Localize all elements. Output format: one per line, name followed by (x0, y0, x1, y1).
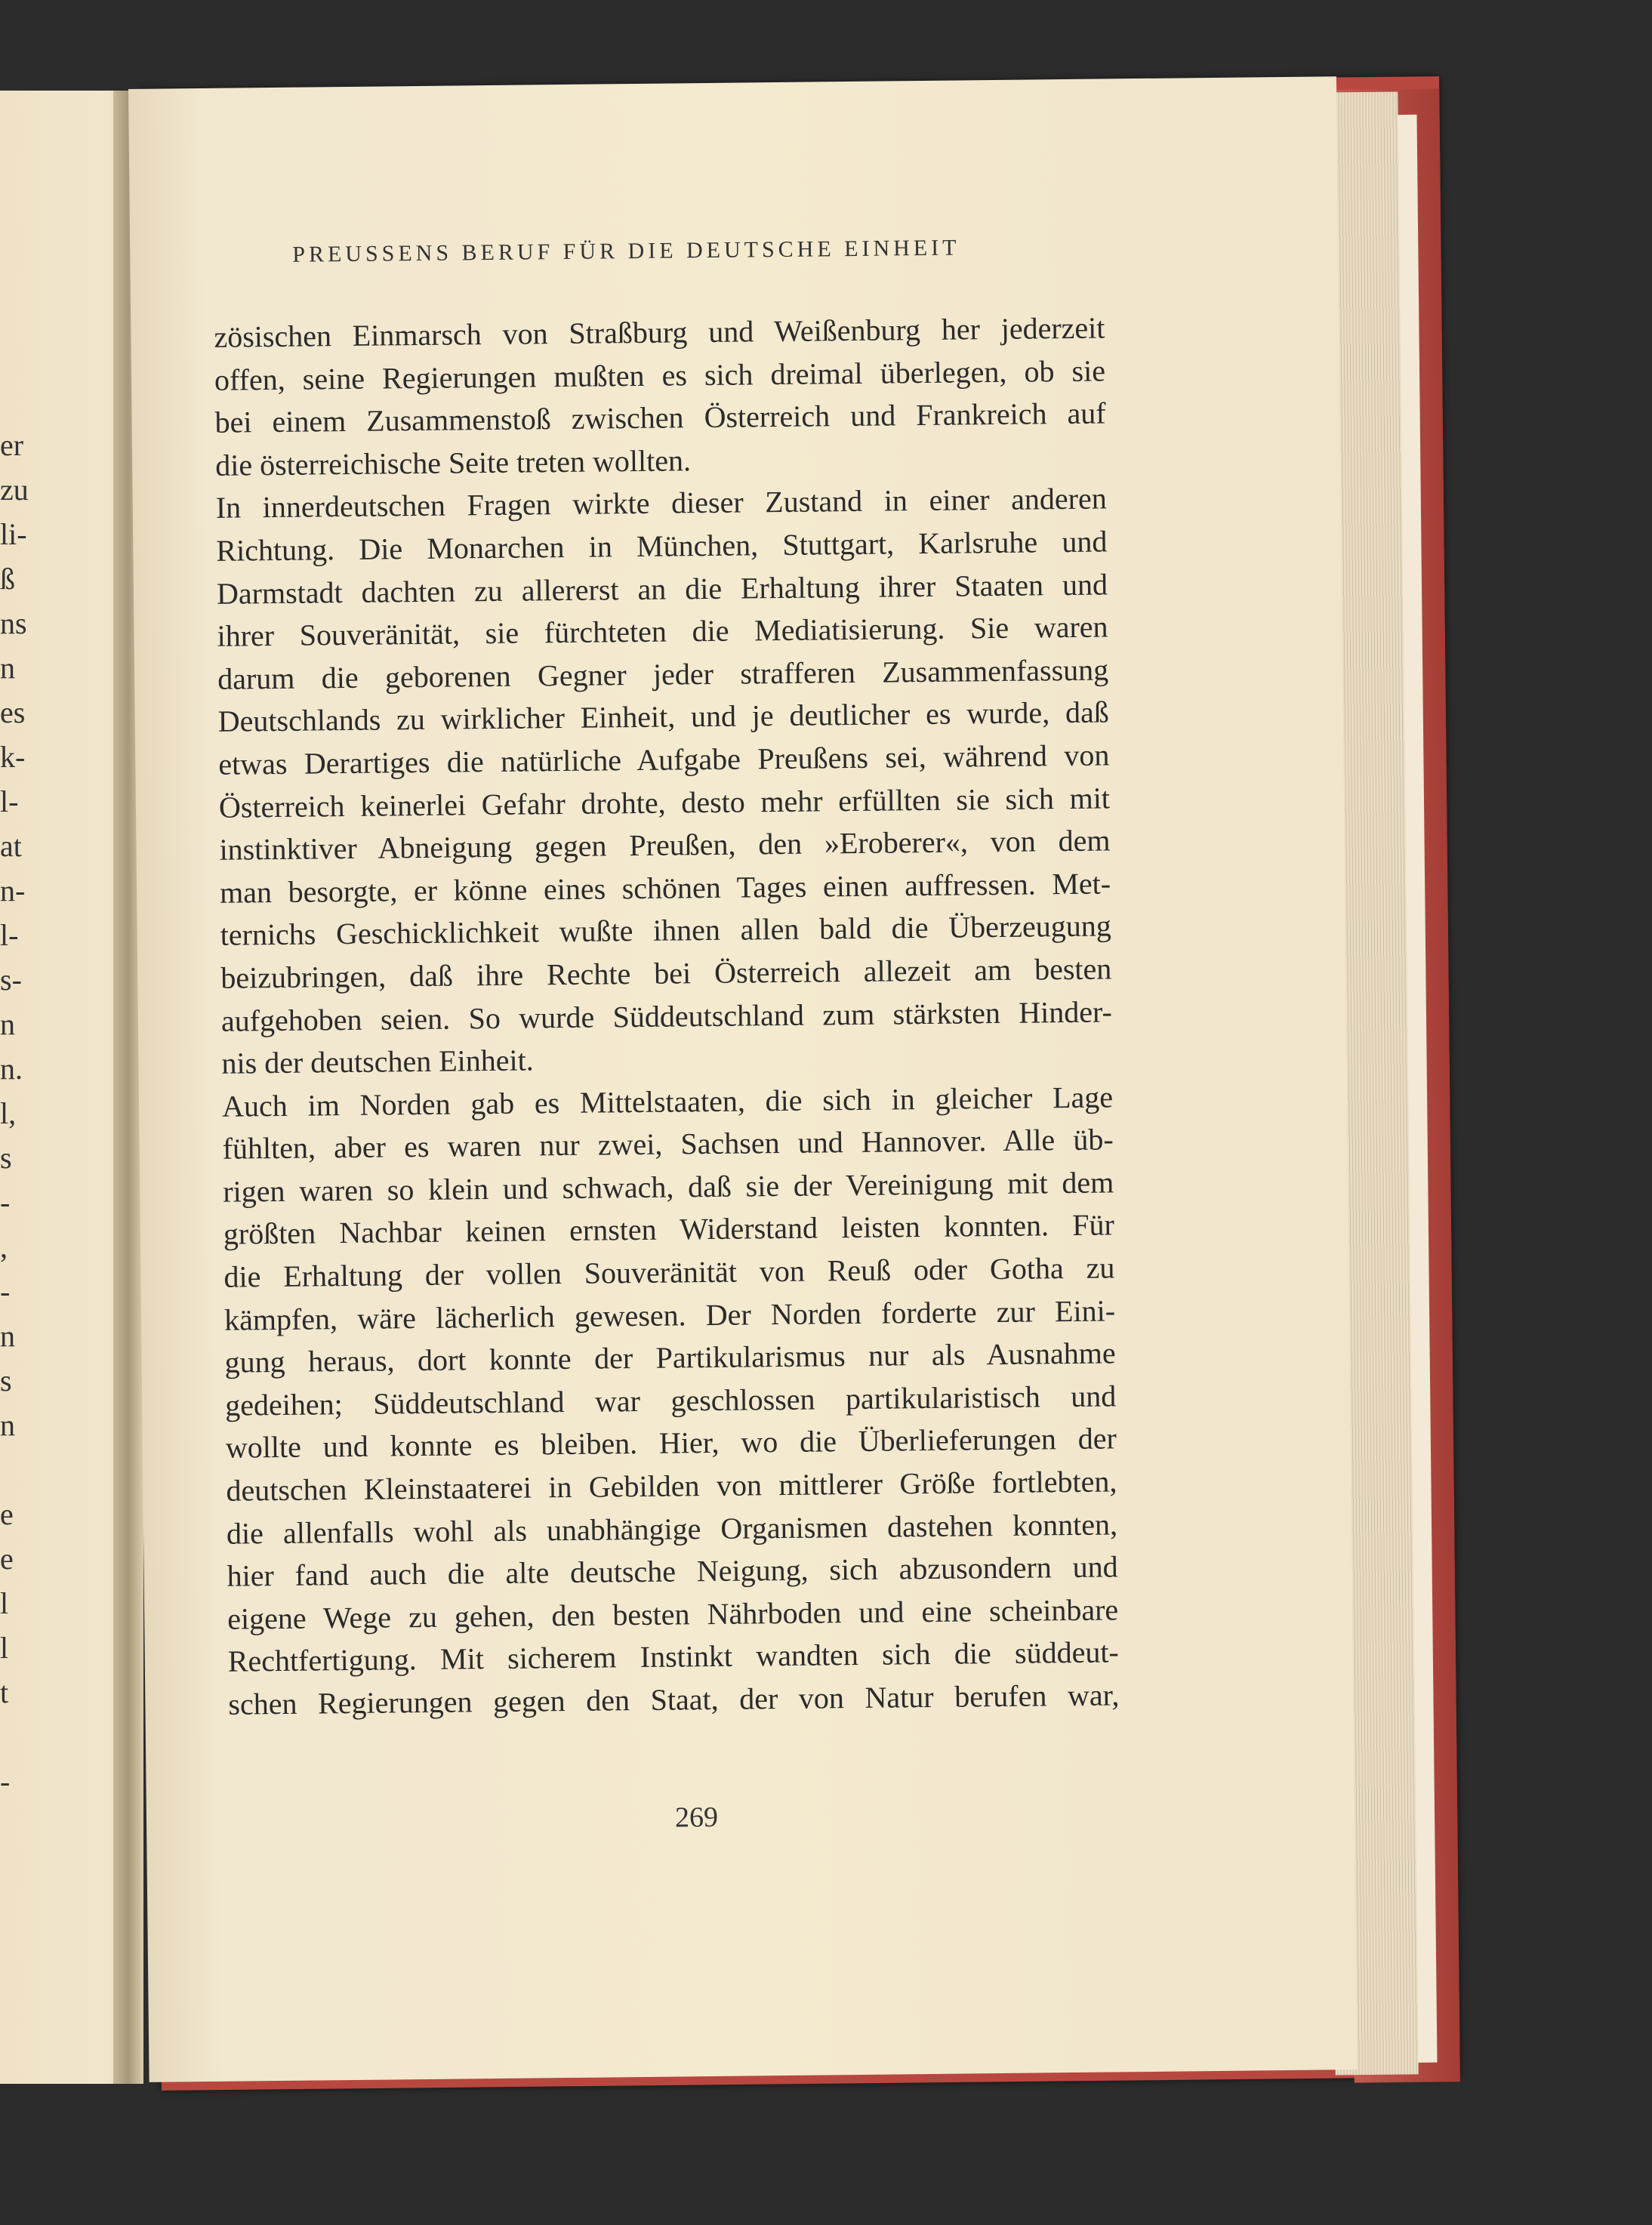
text-line: Darmstadt dachten zu allererst an die Erhaltung ihrer Staaten und (216, 567, 1108, 611)
text-line: bei einem Zusammenstoß zwischen Österreich und Frankreich auf (214, 396, 1106, 440)
text-line: Deutschlands zu wirklicher Einheit, und je deutlicher es wurde, daß (217, 695, 1109, 739)
text-line: größten Nachbar keinen ernsten Widerstand leisten konnten. Für (223, 1207, 1115, 1252)
previous-page-fragment: e (0, 1497, 14, 1531)
text-line: rigen waren so klein und schwach, daß sie der Vereinigung mit dem (223, 1165, 1114, 1209)
text-line: Richtung. Die Monarchen in München, Stuttgart, Karlsruhe und (216, 524, 1108, 568)
previous-page-fragment: zu (0, 473, 29, 507)
text-line: die allenfalls wohl als unabhängige Organismen dastehen konnten, (226, 1507, 1118, 1551)
previous-page-fragment: n (0, 651, 15, 685)
previous-page-fragment: n (0, 1319, 15, 1353)
text-line: schen Regierungen gegen den Staat, der von Natur berufen war, (228, 1678, 1120, 1721)
previous-page-fragment: e (0, 1542, 14, 1576)
previous-page-fragment (0, 1447, 30, 1492)
previous-page-text-fragments (0, 423, 30, 1804)
body-text (214, 307, 1119, 1726)
text-line: ihrer Souveränität, sie fürchteten die Mediatisierung. Sie waren (217, 609, 1108, 653)
text-line: Rechtfertigung. Mit sicherem Instinkt wandten sich die süddeut- (227, 1635, 1119, 1679)
previous-page-fragment: l (0, 1631, 9, 1665)
previous-page-fragment: ß (0, 562, 15, 596)
previous-page-fragment: l (0, 1586, 9, 1620)
text-line: die österreichische Seite treten wollten. (214, 443, 692, 482)
previous-page-fragment: n- (0, 874, 26, 908)
text-line: darum die geborenen Gegner jeder strafferen Zusammenfassung (217, 652, 1109, 696)
previous-page-fragment: s (0, 1364, 12, 1398)
previous-page-fragment: , (0, 1230, 8, 1264)
previous-page-fragment: - (0, 1274, 11, 1308)
previous-page-fragment: l- (0, 784, 19, 818)
previous-page-fragment: n (0, 1007, 15, 1041)
text-line: instinktiver Abneigung gegen Preußen, den »Eroberer«, von dem (219, 823, 1111, 867)
text-line: Auch im Norden gab es Mittelstaaten, die sich in gleicher Lage (221, 1080, 1114, 1123)
previous-page-fragment: t (0, 1675, 9, 1709)
previous-page-fragment: l, (0, 1096, 17, 1130)
previous-page-fragment: k- (0, 740, 26, 774)
text-line: kämpfen, wäre lächerlich gewesen. Der Norden forderte zur Eini- (223, 1293, 1116, 1337)
previous-page-fragment: n (0, 1408, 15, 1442)
text-line: eigene Wege zu gehen, den besten Nährboden und eine scheinbare (227, 1592, 1119, 1636)
book-page (128, 76, 1358, 2082)
text-line: offen, seine Regierungen mußten es sich dreimal überlegen, ob sie (214, 353, 1106, 397)
text-line: wollte und konnte es bleiben. Hier, wo die Überlieferungen der (225, 1421, 1117, 1465)
text-line: hier fand auch die alte deutsche Neigung, sich abzusondern und (227, 1549, 1118, 1593)
previous-page-fragment: l- (0, 918, 19, 952)
text-line: In innerdeutschen Fragen wirkte dieser Zustand in einer anderen (215, 481, 1107, 525)
text-line: zösischen Einmarsch von Straßburg und Weißenburg her jederzeit (214, 310, 1105, 354)
text-line: ternichs Geschicklichkeit wußte ihnen allen bald die Überzeugung (220, 908, 1111, 953)
text-line: fühlten, aber es waren nur zwei, Sachsen und Hannover. Alle üb- (222, 1122, 1114, 1166)
page-number: 269 (674, 1801, 719, 1834)
previous-page-fragment: er (0, 428, 24, 462)
running-head: PREUSSENS BERUF FÜR DIE DEUTSCHE EINHEIT (292, 235, 960, 267)
text-line: aufgehoben seien. So wurde Süddeutschland zum stärksten Hinder- (220, 994, 1113, 1038)
text-line: Österreich keinerlei Gefahr drohte, desto mehr erfüllten sie sich mit (218, 780, 1111, 824)
previous-page-fragment: es (0, 695, 26, 729)
previous-page-fragment: li- (0, 517, 27, 551)
previous-page-fragment: s (0, 1141, 12, 1175)
text-line: man besorgte, er könne eines schönen Tages einen auffressen. Met- (219, 866, 1111, 910)
text-line: gedeihen; Süddeutschland war geschlossen partikularistisch und (225, 1379, 1117, 1422)
text-line: gung heraus, dort konnte der Partikularismus nur als Ausnahme (224, 1336, 1116, 1380)
previous-page-fragment: - (0, 1185, 11, 1219)
previous-page-fragment: at (0, 829, 22, 863)
previous-page-fragment: ns (0, 606, 27, 640)
text-line: nis der deutschen Einheit. (221, 1043, 534, 1080)
text-line: beizubringen, daß ihre Rechte bei Österreich allezeit am besten (220, 951, 1112, 995)
text-line: die Erhaltung der vollen Souveränität von Reuß oder Gotha zu (223, 1250, 1115, 1294)
previous-page-fragment: - (0, 1764, 11, 1798)
previous-page-fragment: s- (0, 963, 22, 997)
text-line: deutschen Kleinstaaterei in Gebilden von mittlerer Größe fortlebten, (226, 1464, 1117, 1508)
previous-page-fragment: n. (0, 1052, 23, 1086)
previous-page-fragment (0, 1715, 30, 1759)
text-line: etwas Derartiges die natürliche Aufgabe Preußens sei, während von (218, 738, 1110, 781)
